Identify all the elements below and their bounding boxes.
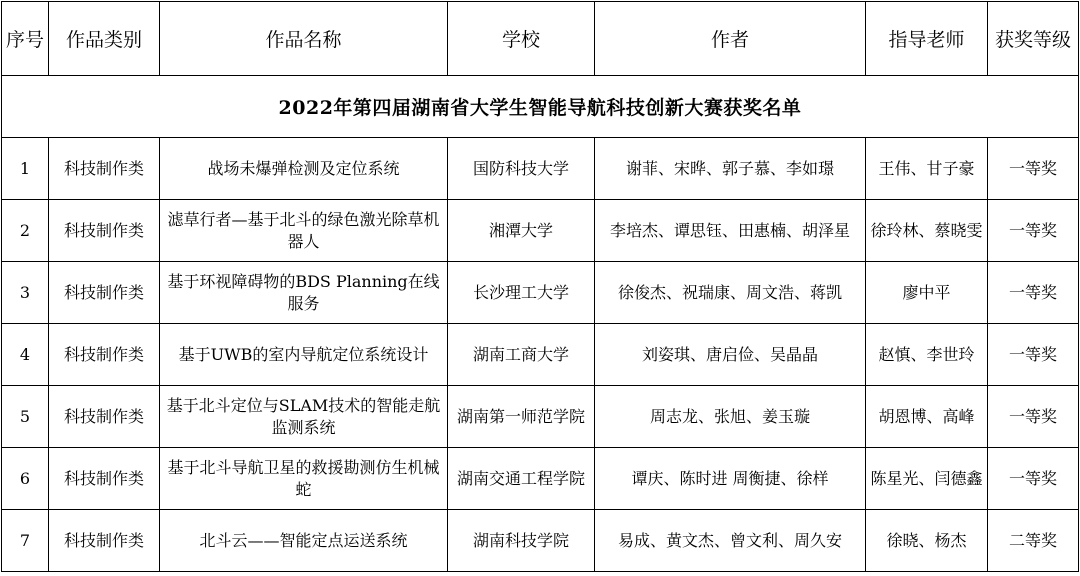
table-row <box>2 448 1079 510</box>
cell-school: 湖南工商大学 <box>448 324 595 386</box>
header-advisor: 指导老师 <box>866 2 988 76</box>
cell-award: 一等奖 <box>988 448 1079 510</box>
cell-category: 科技制作类 <box>49 386 160 448</box>
cell-work: 北斗云——智能定点运送系统 <box>160 510 448 572</box>
award-table-sheet <box>1 1 1078 575</box>
header-authors: 作者 <box>595 2 866 76</box>
cell-no: 5 <box>2 386 49 448</box>
cell-category: 科技制作类 <box>49 510 160 572</box>
cell-work: 基于环视障碍物的BDS Planning在线服务 <box>160 262 448 324</box>
cell-no: 2 <box>2 200 49 262</box>
table-row <box>2 324 1079 386</box>
cell-category: 科技制作类 <box>49 138 160 200</box>
cell-work: 基于北斗导航卫星的救援勘测仿生机械蛇 <box>160 448 448 510</box>
cell-school: 湖南交通工程学院 <box>448 448 595 510</box>
cell-work: 基于北斗定位与SLAM技术的智能走航监测系统 <box>160 386 448 448</box>
cell-work: 滤草行者—基于北斗的绿色激光除草机器人 <box>160 200 448 262</box>
cell-advisor: 徐晓、杨杰 <box>866 510 988 572</box>
cell-school: 湖南第一师范学院 <box>448 386 595 448</box>
table-row <box>2 510 1079 572</box>
cell-award: 一等奖 <box>988 262 1079 324</box>
cell-award: 一等奖 <box>988 138 1079 200</box>
cell-award: 一等奖 <box>988 200 1079 262</box>
cell-authors: 谢菲、宋晔、郭子慕、李如璟 <box>595 138 866 200</box>
cell-work: 基于UWB的室内导航定位系统设计 <box>160 324 448 386</box>
cell-no: 1 <box>2 138 49 200</box>
cell-category: 科技制作类 <box>49 448 160 510</box>
cell-advisor: 徐玲林、蔡晓雯 <box>866 200 988 262</box>
cell-award: 一等奖 <box>988 386 1079 448</box>
cell-category: 科技制作类 <box>49 262 160 324</box>
cell-award: 一等奖 <box>988 324 1079 386</box>
cell-work: 战场未爆弹检测及定位系统 <box>160 138 448 200</box>
table-row <box>2 262 1079 324</box>
table-row <box>2 138 1079 200</box>
cell-category: 科技制作类 <box>49 200 160 262</box>
header-work: 作品名称 <box>160 2 448 76</box>
header-row <box>2 2 1079 76</box>
cell-advisor: 胡恩博、高峰 <box>866 386 988 448</box>
cell-no: 3 <box>2 262 49 324</box>
header-school: 学校 <box>448 2 595 76</box>
cell-school: 长沙理工大学 <box>448 262 595 324</box>
cell-advisor: 廖中平 <box>866 262 988 324</box>
cell-authors: 周志龙、张旭、姜玉璇 <box>595 386 866 448</box>
table-row <box>2 200 1079 262</box>
cell-advisor: 陈星光、闫德鑫 <box>866 448 988 510</box>
cell-category: 科技制作类 <box>49 324 160 386</box>
header-no: 序号 <box>2 2 49 76</box>
title-row <box>2 76 1079 138</box>
cell-advisor: 王伟、甘子豪 <box>866 138 988 200</box>
cell-school: 湖南科技学院 <box>448 510 595 572</box>
cell-no: 6 <box>2 448 49 510</box>
award-table <box>1 1 1079 572</box>
cell-authors: 谭庆、陈时进 周衡捷、徐样 <box>595 448 866 510</box>
cell-authors: 易成、黄文杰、曾文利、周久安 <box>595 510 866 572</box>
cell-school: 湘潭大学 <box>448 200 595 262</box>
table-row <box>2 386 1079 448</box>
cell-no: 7 <box>2 510 49 572</box>
cell-school: 国防科技大学 <box>448 138 595 200</box>
cell-no: 4 <box>2 324 49 386</box>
cell-advisor: 赵慎、李世玲 <box>866 324 988 386</box>
cell-authors: 徐俊杰、祝瑞康、周文浩、蒋凯 <box>595 262 866 324</box>
cell-authors: 刘姿琪、唐启俭、吴晶晶 <box>595 324 866 386</box>
cell-authors: 李培杰、谭思钰、田惠楠、胡泽星 <box>595 200 866 262</box>
header-award: 获奖等级 <box>988 2 1079 76</box>
table-title: 2022年第四届湖南省大学生智能导航科技创新大赛获奖名单 <box>2 76 1079 138</box>
cell-award: 二等奖 <box>988 510 1079 572</box>
header-category: 作品类别 <box>49 2 160 76</box>
